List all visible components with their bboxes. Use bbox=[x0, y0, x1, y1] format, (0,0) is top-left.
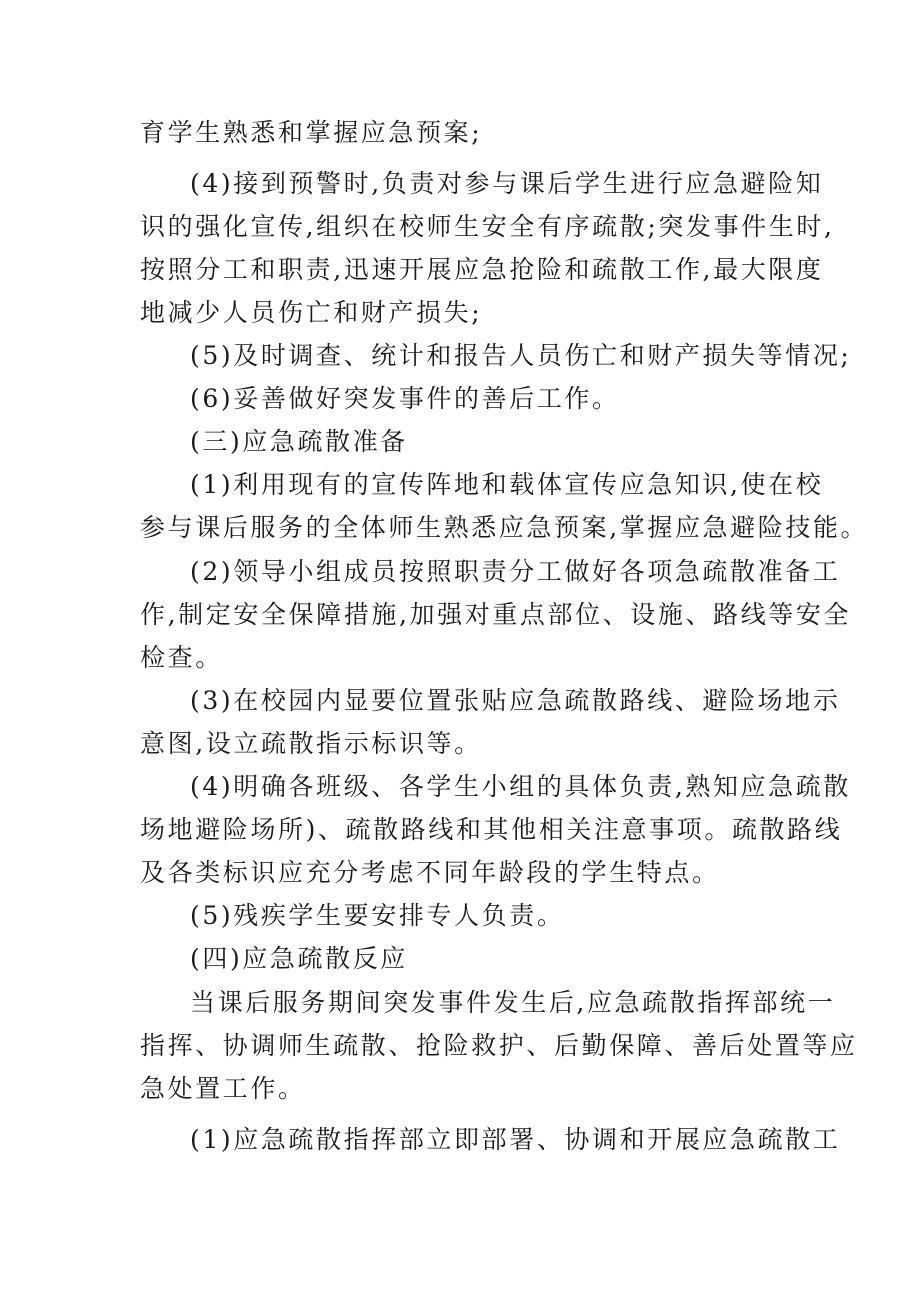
section-heading: (四)应急疏散反应 bbox=[190, 944, 408, 973]
text-line: (5)残疾学生要安排专人负责。 bbox=[190, 901, 565, 930]
text-line: 及各类标识应充分考虑不同年龄段的学生特点。 bbox=[140, 858, 720, 887]
text-line: 按照分工和职责,迅速开展应急抢险和疏散工作,最大限度 bbox=[140, 255, 824, 284]
text-line: (1)利用现有的宣传阵地和载体宣传应急知识,使在校 bbox=[190, 470, 824, 499]
text-line: (1)应急疏散指挥部立即部署、协调和开展应急疏散工 bbox=[190, 1125, 841, 1154]
text-line: (4)明确各班级、各学生小组的具体负责,熟知应急疏散 bbox=[190, 772, 851, 801]
text-line: (4)接到预警时,负责对参与课后学生进行应急避险知 bbox=[190, 169, 824, 198]
text-line: (5)及时调查、统计和报告人员伤亡和财产损失等情况; bbox=[190, 341, 852, 370]
text-line: 参与课后服务的全体师生熟悉应急预案,掌握应急避险技能。 bbox=[140, 513, 869, 542]
text-line: 育学生熟悉和掌握应急预案; bbox=[140, 118, 483, 147]
text-line: 地减少人员伤亡和财产损失; bbox=[140, 298, 483, 327]
text-line: 作,制定安全保障措施,加强对重点部位、设施、路线等安全 bbox=[140, 600, 852, 629]
text-line: 场地避险场所)、疏散路线和其他相关注意事项。疏散路线 bbox=[140, 815, 843, 844]
text-line: 识的强化宣传,组织在校师生安全有序疏散;突发事件生时, bbox=[140, 212, 835, 241]
text-line: (6)妥善做好突发事件的善后工作。 bbox=[190, 384, 620, 413]
text-line: 当课后服务期间突发事件发生后,应急疏散指挥部统一 bbox=[190, 988, 836, 1017]
text-line: (2)领导小组成员按照职责分工做好各项急疏散准备工 bbox=[190, 557, 841, 586]
text-line: 意图,设立疏散指示标识等。 bbox=[140, 729, 482, 758]
text-line: 指挥、协调师生疏散、抢险救护、后勤保障、善后处置等应 bbox=[140, 1031, 858, 1060]
text-line: (3)在校园内显要位置张贴应急疏散路线、避险场地示 bbox=[190, 686, 841, 715]
section-heading: (三)应急疏散准备 bbox=[190, 427, 408, 456]
text-line: 检查。 bbox=[140, 643, 223, 672]
text-line: 急处置工作。 bbox=[140, 1074, 306, 1103]
